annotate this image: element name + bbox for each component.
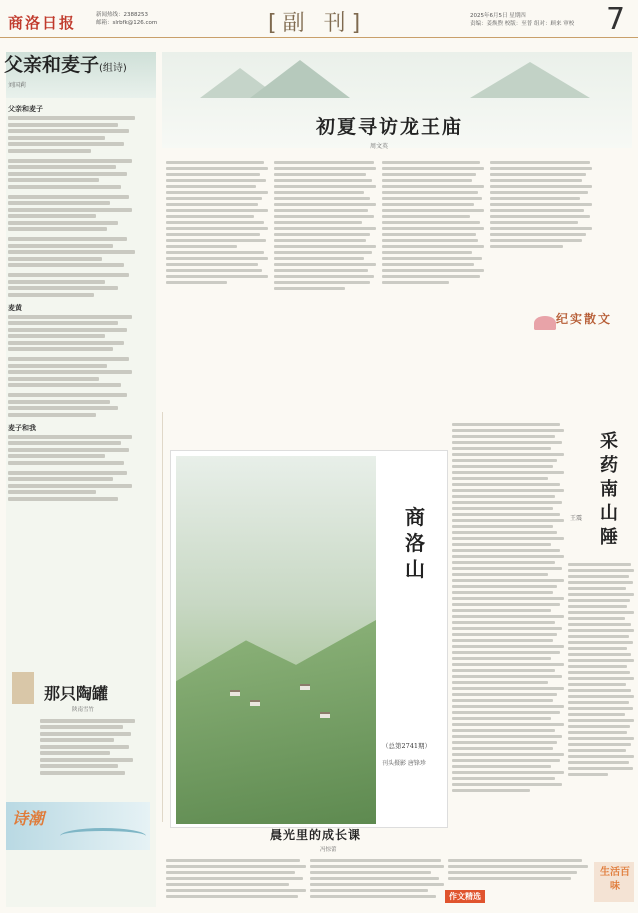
email-line: 邮箱：slrbfk@126.com [96,20,158,26]
poem-body [8,98,146,503]
photo-title: 商洛山 [405,505,425,581]
article-title: 初夏寻访龙王庙 [316,116,464,138]
article-author: 周文英 [370,143,389,150]
poem-group-title [4,50,127,77]
editor-text: 责编：姜焕煦 校版：至普 组对：顾来 审校 [470,21,575,27]
poem-subhead-2: 麦黄 [8,302,22,312]
bottom-article-column [310,856,444,901]
article-column [490,158,592,251]
poem-group-author: 刘国莉 [8,82,27,89]
mountain-shape [470,62,590,98]
jar-poem-author: 陕南雪竹 [72,707,95,713]
photo-credit: 刊头摄影 唐锋珍 [382,760,426,767]
jar-decoration [12,672,34,704]
poem-subhead-1: 父亲和麦子 [8,104,43,113]
poem-subhead-3: 麦子和我 [8,422,36,432]
house-icon [300,684,310,690]
article-column [166,158,268,287]
poem-group-suffix: (组诗) [99,63,127,74]
right-article-column [568,560,634,779]
house-icon [320,712,330,718]
hotline-line: 新闻热线：2388253 [96,12,148,18]
life-box-label: 生活百味 [600,867,630,892]
hotline-info [96,11,157,27]
divider [162,412,163,822]
house-icon [250,700,260,706]
bottom-article-title: 晨光里的成长课 [270,828,362,842]
mountain-shape [250,60,350,98]
jar-poem-title: 那只陶罐 [44,684,109,703]
article-column [382,158,484,287]
bottom-article-column [166,856,306,901]
zuowen-tag: 作文精选 [445,890,485,903]
issue-number: （总第2741期） [382,742,432,750]
masthead [0,0,638,38]
poem-group-title-text: 父亲和麦子 [4,54,100,76]
right-article-author: 王震 [570,515,583,522]
bottom-article-author: 冯惊蕾 [320,847,337,853]
article-column [274,158,376,293]
bottom-article-column [448,856,588,883]
jar-poem-body [40,716,146,777]
section-title: [副 刊] [268,11,367,36]
column-label: 纪实散文 [556,312,613,326]
lotus-icon [534,316,556,330]
right-article-column [452,420,564,795]
newspaper-brand: 商洛日报 [8,14,77,32]
poetry-column-label: 诗潮 [12,809,45,828]
date-text: 2025年6月5日 星期四 [470,13,526,19]
house-icon [230,690,240,696]
right-article-title: 采药南山陲 [600,431,618,548]
wave-decoration [60,828,146,844]
dateline [470,12,574,28]
page-number: 7 [606,2,626,37]
